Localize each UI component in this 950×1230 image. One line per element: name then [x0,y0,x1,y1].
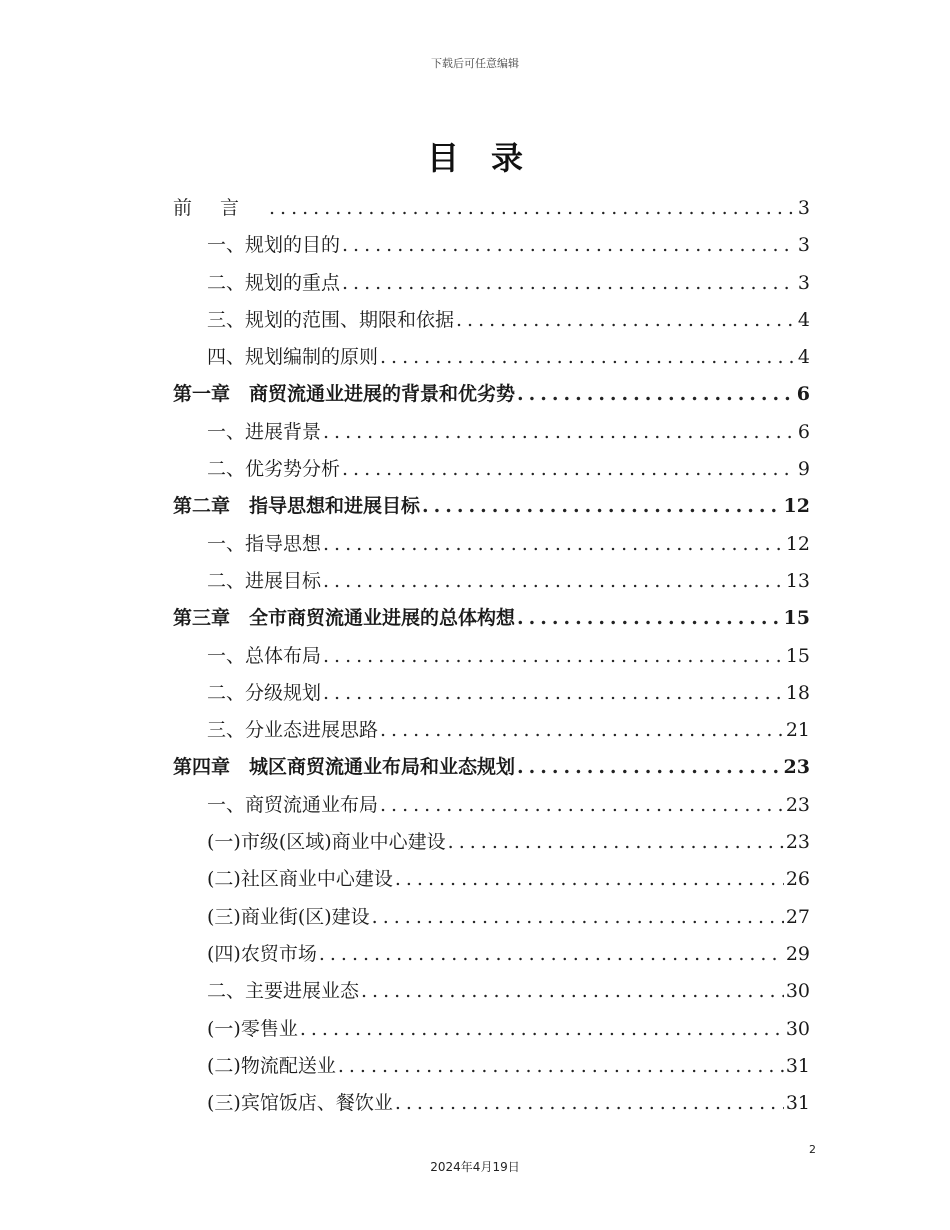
toc-entry-page: 3 [797,234,810,257]
toc-dot-leader [378,712,784,749]
toc-entry-title: 一、总体布局 [207,644,322,667]
toc-entry[interactable] [173,712,810,749]
toc-entry[interactable] [173,638,810,675]
toc-dot-leader [515,376,795,413]
footer-date: 2024年4月19日 [430,1160,520,1174]
toc-entry-title: 一、指导思想 [207,532,322,555]
toc-entry[interactable] [173,265,810,302]
toc-dot-leader [298,1011,784,1048]
toc-dot-leader [321,638,784,675]
toc-entry[interactable] [173,936,810,973]
toc-entry-title: 一、进展背景 [207,420,322,443]
toc-entry-title: 第三章 全市商贸流通业进展的总体构想 [173,607,516,630]
toc-dot-leader [321,526,784,563]
toc-entry-title: (一)市级(区域)商业中心建设 [207,831,446,854]
toc-entry-page: 27 [785,905,810,928]
header-note: 下载后可任意编辑 [431,57,519,70]
toc-entry-page: 12 [785,532,810,555]
toc-entry[interactable] [173,488,810,525]
toc-entry[interactable] [173,1011,810,1048]
toc-dot-leader [321,563,784,600]
toc-entry[interactable] [173,1085,810,1122]
toc-dot-leader [446,824,784,861]
toc-entry-title: 第四章 城区商贸流通业布局和业态规划 [173,756,516,779]
toc-dot-leader [393,861,784,898]
toc-entry-title: 第一章 商贸流通业进展的背景和优劣势 [173,383,516,406]
toc-entry-page: 15 [783,607,810,630]
toc-dot-leader [317,936,784,973]
toc-entry[interactable] [173,414,810,451]
toc-entry-title: 一、规划的目的 [207,234,341,257]
toc-entry-title: 前言 [173,197,268,219]
toc-entry-page: 6 [797,420,810,443]
toc-entry-page: 31 [785,1054,810,1077]
toc-entry[interactable] [173,451,810,488]
toc-entry-page: 9 [797,458,810,481]
toc-entry[interactable] [173,526,810,563]
toc-dot-leader [454,302,796,339]
toc-dot-leader [515,600,782,637]
toc-entry[interactable] [173,749,810,786]
toc-entry-title: (一)零售业 [207,1017,298,1040]
toc-entry[interactable] [173,563,810,600]
toc-entry[interactable] [173,675,810,712]
toc-entry-title: (三)宾馆饭店、餐饮业 [207,1092,393,1115]
toc-dot-leader [340,265,796,302]
toc-entry-title: (三)商业街(区)建设 [207,905,370,928]
toc-entry-page: 30 [785,1017,810,1040]
toc-entry-title: 三、分业态进展思路 [207,719,379,742]
toc-dot-leader [321,414,796,451]
toc-dot-leader [340,227,796,264]
toc-entry-title: 二、主要进展业态 [207,980,360,1003]
toc-entry-title: (二)社区商业中心建设 [207,868,393,891]
toc-entry-page: 23 [783,756,810,779]
toc-entry[interactable] [173,1048,810,1085]
toc-entry[interactable] [173,899,810,936]
toc-entry[interactable] [173,600,810,637]
toc-entry[interactable] [173,376,810,413]
toc-entry-page: 30 [785,980,810,1003]
toc-dot-leader [321,675,784,712]
toc-dot-leader [370,899,784,936]
toc-entry-title: 三、规划的范围、期限和依据 [207,308,455,331]
toc-entry-page: 6 [796,383,810,406]
toc-entry-page: 21 [785,719,810,742]
toc-entry[interactable] [173,973,810,1010]
toc-entry-title: 二、规划的重点 [207,271,341,294]
toc-entry-page: 4 [797,308,810,331]
toc-entry-page: 4 [797,346,810,369]
toc-entry-title: (四)农贸市场 [207,942,317,965]
toc-entry[interactable] [173,302,810,339]
toc-entry-page: 15 [785,644,810,667]
toc-entry[interactable] [173,787,810,824]
toc-entry-page: 3 [797,197,810,219]
toc-dot-leader [340,451,796,488]
toc-entry[interactable] [173,824,810,861]
toc-dot-leader [378,339,796,376]
toc-entry[interactable] [173,190,810,227]
toc-entry[interactable] [173,227,810,264]
toc-entry[interactable] [173,339,810,376]
table-of-contents [173,190,810,1122]
toc-entry-title: 二、进展目标 [207,569,322,592]
toc-entry-page: 13 [785,569,810,592]
toc-entry[interactable] [173,861,810,898]
toc-entry-title: 四、规划编制的原则 [207,346,379,369]
toc-dot-leader [515,749,782,786]
toc-entry-title: 二、分级规划 [207,681,322,704]
toc-entry-page: 23 [785,793,810,816]
toc-entry-page: 29 [785,942,810,965]
toc-entry-title: (二)物流配送业 [207,1054,336,1077]
toc-entry-page: 23 [785,831,810,854]
toc-dot-leader [378,787,784,824]
toc-entry-page: 12 [783,495,810,518]
toc-entry-title: 二、优劣势分析 [207,458,341,481]
toc-entry-title: 第二章 指导思想和进展目标 [173,495,421,518]
toc-dot-leader [393,1085,784,1122]
toc-dot-leader [420,488,782,525]
toc-dot-leader [336,1048,784,1085]
toc-dot-leader [267,190,796,227]
toc-entry-title: 一、商贸流通业布局 [207,793,379,816]
toc-entry-page: 31 [785,1092,810,1115]
toc-dot-leader [359,973,784,1010]
toc-entry-page: 18 [785,681,810,704]
page-number: 2 [809,1143,816,1156]
toc-entry-page: 26 [785,868,810,891]
page-title: 目录 [426,139,555,177]
toc-entry-page: 3 [797,271,810,294]
